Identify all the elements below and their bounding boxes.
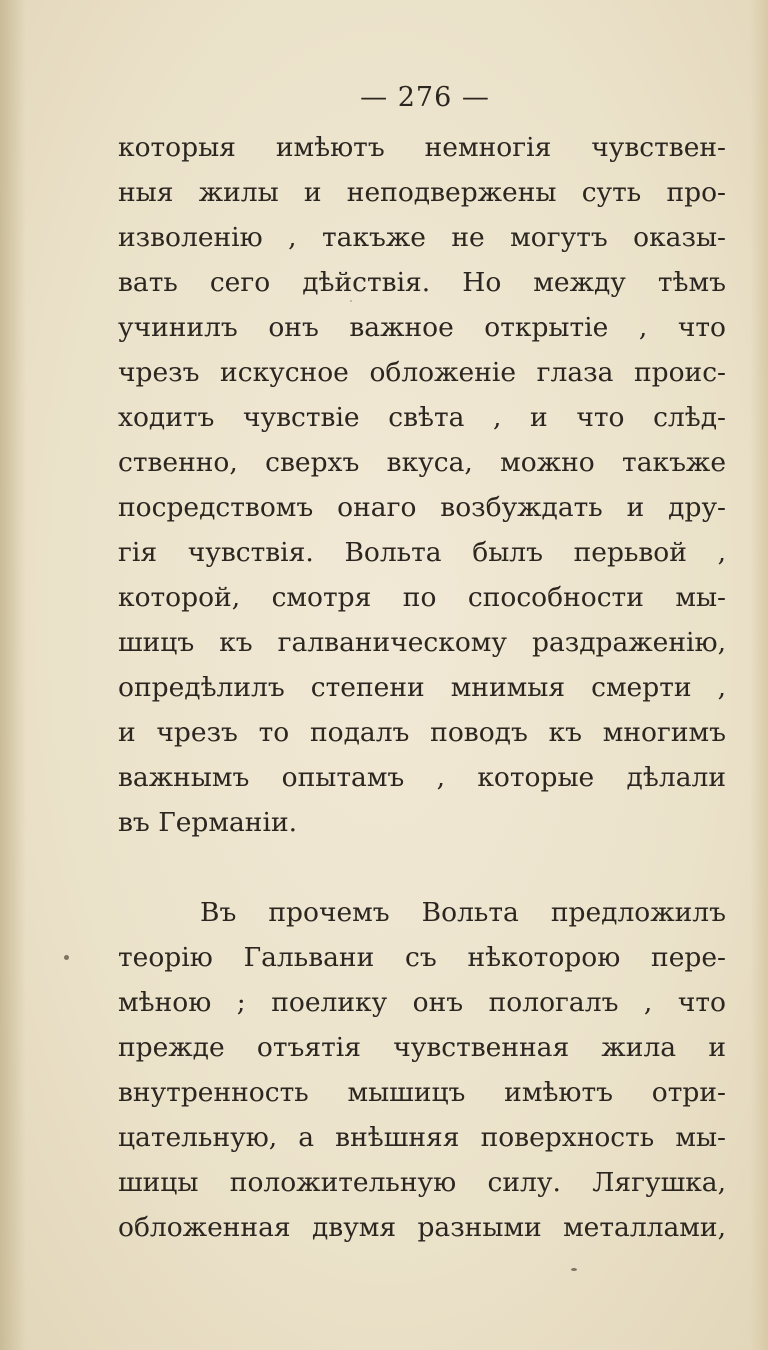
page-edge-shading bbox=[750, 0, 768, 1350]
text-line: вать сего дѣйствія. Но между тѣмъ bbox=[118, 267, 726, 298]
text-line: учинилъ онъ важное открытіе , что bbox=[118, 312, 726, 343]
ink-speck bbox=[64, 955, 69, 960]
text-line: прежде отъятія чувственная жила и bbox=[118, 1032, 726, 1063]
text-line: которой, смотря по способности мы- bbox=[118, 582, 726, 613]
text-line: которыя имѣютъ немногія чувствен- bbox=[118, 132, 726, 163]
text-line: въ Германіи. bbox=[118, 807, 298, 838]
paragraph-1 bbox=[118, 125, 726, 845]
text-line: ныя жилы и неподвержены суть про- bbox=[118, 177, 726, 208]
text-line: чрезъ искусное обложеніе глаза проис- bbox=[118, 357, 726, 388]
text-line: мѣною ; поелику онъ пологалъ , что bbox=[118, 987, 726, 1018]
text-line: внутренность мышицъ имѣютъ отри- bbox=[118, 1077, 726, 1108]
text-line: шицъ къ галваническому раздраженію, bbox=[118, 627, 726, 658]
text-line: цательную, а внѣшняя поверхность мы- bbox=[118, 1122, 726, 1153]
text-line: ственно, сверхъ вкуса, можно такъже bbox=[118, 447, 726, 478]
text-line: обложенная двумя разными металлами, bbox=[118, 1212, 726, 1243]
page-number: — 276 — bbox=[360, 82, 490, 113]
text-line: гія чувствія. Вольта былъ перьвой , bbox=[118, 537, 726, 568]
text-line: и чрезъ то подалъ поводъ къ многимъ bbox=[118, 717, 726, 748]
text-line: Въ прочемъ Вольта предложилъ bbox=[200, 897, 726, 928]
text-line: посредствомъ онаго возбуждать и дру- bbox=[118, 492, 726, 523]
ink-speck bbox=[571, 1268, 577, 1271]
text-line: теорію Гальвани съ нѣкоторою пере- bbox=[118, 942, 726, 973]
page-gutter-shadow bbox=[0, 0, 26, 1350]
text-line: важнымъ опытамъ , которые дѣлали bbox=[118, 762, 726, 793]
text-line: изволенію , такъже не могутъ оказы- bbox=[118, 222, 726, 253]
text-line: шицы положительную силу. Лягушка, bbox=[118, 1167, 726, 1198]
text-line: опредѣлилъ степени мнимыя смерти , bbox=[118, 672, 726, 703]
paragraph-2 bbox=[118, 890, 726, 1250]
text-line: ходитъ чувствіе свѣта , и что слѣд- bbox=[118, 402, 726, 433]
